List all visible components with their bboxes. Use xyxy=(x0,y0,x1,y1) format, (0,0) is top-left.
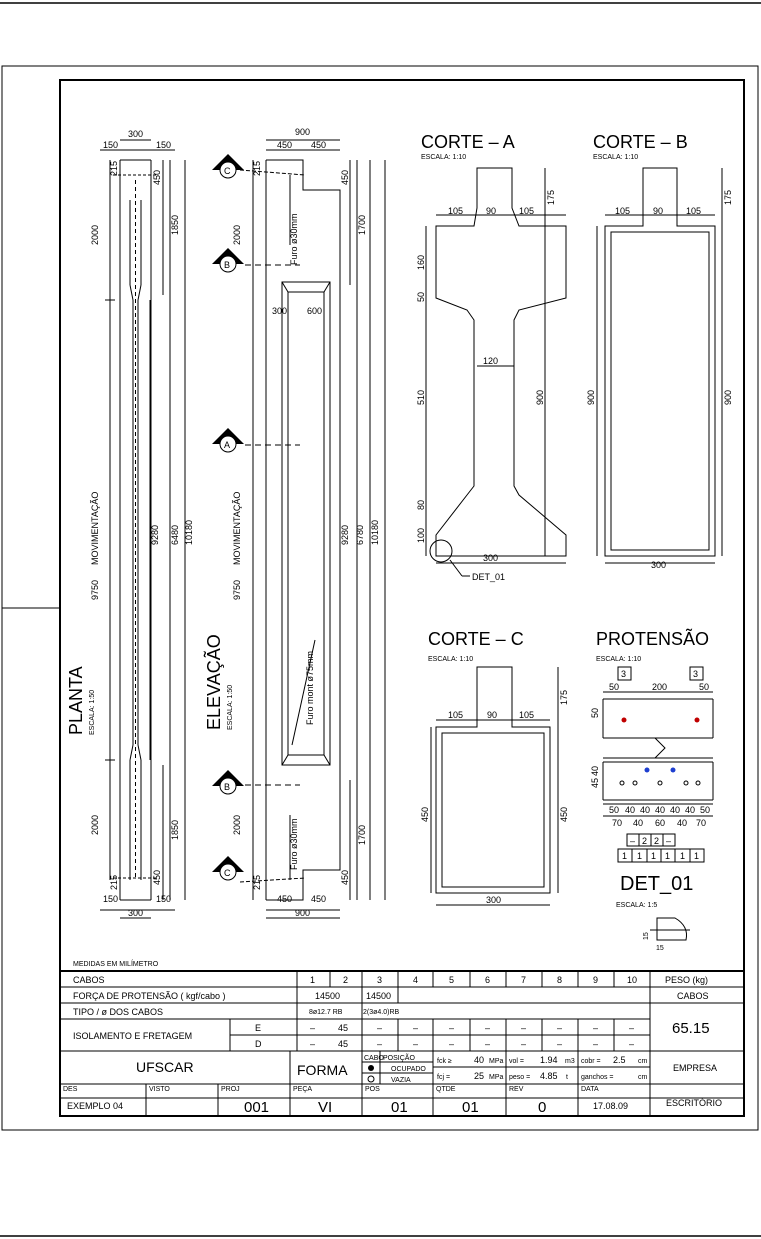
svg-text:–: – xyxy=(485,1023,491,1033)
corte-c-dim-90: 90 xyxy=(487,710,498,720)
protensao-dim-50v: 50 xyxy=(590,707,600,718)
peca-label: PEÇA xyxy=(293,1086,313,1093)
elev-dim-half-a: 450 xyxy=(277,140,293,150)
corte-c-dim-105b: 105 xyxy=(519,710,535,720)
svg-text:40: 40 xyxy=(625,805,636,815)
corte-b-dim-900-left: 900 xyxy=(586,389,596,405)
svg-text:–: – xyxy=(449,1023,455,1033)
svg-text:–: – xyxy=(666,836,672,846)
corte-a-dim-120: 120 xyxy=(483,356,499,366)
table-iso-d: D xyxy=(255,1039,262,1049)
svg-text:2: 2 xyxy=(642,836,648,846)
proj-label: PROJ xyxy=(221,1086,240,1093)
corte-c-scale: ESCALA: 1:10 xyxy=(428,656,474,663)
det-scale: ESCALA: 1:5 xyxy=(616,902,658,909)
elevation-title: ELEVAÇÃO xyxy=(204,634,224,730)
protensao-dim-200: 200 xyxy=(652,682,668,692)
svg-text:1: 1 xyxy=(694,851,700,861)
pos-value: 01 xyxy=(391,1099,408,1116)
corte-b-section xyxy=(597,168,722,563)
svg-text:–: – xyxy=(449,1039,455,1049)
ganchos-unit: cm xyxy=(638,1074,648,1081)
protensao-tag-right: 3 xyxy=(693,669,699,679)
svg-text:2: 2 xyxy=(654,836,660,846)
elev-dim-bottom-half-a: 450 xyxy=(277,894,293,904)
pos-label: POS xyxy=(365,1086,380,1093)
svg-text:40: 40 xyxy=(670,805,681,815)
peso-value: 4.85 xyxy=(540,1071,558,1081)
elev-dim-1700-top: 1700 xyxy=(357,214,367,235)
table-empresa: EMPRESA xyxy=(673,1063,718,1073)
svg-text:10: 10 xyxy=(627,975,638,985)
svg-text:7: 7 xyxy=(521,975,527,985)
plan-dim-bottom-width: 300 xyxy=(128,908,144,918)
svg-text:–: – xyxy=(557,1039,563,1049)
corte-b-dim-900-right: 900 xyxy=(723,389,733,405)
svg-text:–: – xyxy=(413,1023,419,1033)
plan-dim-bottom-right: 150 xyxy=(156,894,172,904)
svg-text:–: – xyxy=(629,1039,635,1049)
elev-dim-450-bottom: 450 xyxy=(340,869,350,885)
svg-text:–: – xyxy=(310,1039,316,1049)
table-row-e xyxy=(310,1023,634,1033)
corte-a-det-label: DET_01 xyxy=(472,572,506,582)
legend-filled-circle xyxy=(368,1065,374,1071)
data-value: 17.08.09 xyxy=(593,1101,629,1111)
svg-text:3: 3 xyxy=(377,975,383,985)
svg-text:4: 4 xyxy=(413,975,419,985)
corte-a-dim-100: 100 xyxy=(416,527,426,543)
plan-dim-9750: 9750 xyxy=(90,579,100,600)
elev-dim-bottom-width: 900 xyxy=(295,908,311,918)
table-cabos-right: CABOS xyxy=(677,991,709,1001)
plan-dim-top-left: 150 xyxy=(103,140,119,150)
plan-dim-top-right: 150 xyxy=(156,140,172,150)
svg-text:–: – xyxy=(310,1023,316,1033)
protensao-dim-50a: 50 xyxy=(609,682,620,692)
visto-label: VISTO xyxy=(149,1086,170,1093)
protensao-row2-dims xyxy=(612,818,706,828)
plan-dim-bottom-left: 150 xyxy=(103,894,119,904)
table-tipo-label: TIPO / ø DOS CABOS xyxy=(73,1007,164,1017)
corte-a-dim-510: 510 xyxy=(416,389,426,405)
plan-dim-450-bottom: 450 xyxy=(152,869,162,885)
corte-b-title: CORTE – B xyxy=(593,132,688,152)
proj-value: 001 xyxy=(244,1099,270,1116)
elev-dim-450-top: 450 xyxy=(340,169,350,185)
table-cabos-label: CABOS xyxy=(73,975,105,985)
elev-dim-9280: 9280 xyxy=(340,524,350,545)
elev-dim-215-bottom: 215 xyxy=(252,874,262,890)
corte-c-title: CORTE – C xyxy=(428,629,524,649)
elev-dim-top-width: 900 xyxy=(295,127,311,137)
strand-markers xyxy=(620,718,700,786)
table-cable-columns xyxy=(310,975,637,985)
elev-dim-215-top: 215 xyxy=(252,160,262,176)
fck-label: fck ≥ xyxy=(437,1058,452,1065)
svg-text:45: 45 xyxy=(338,1023,349,1033)
elev-dim-600: 600 xyxy=(307,306,323,316)
units-note: MEDIDAS EM MILÍMETRO xyxy=(73,961,159,968)
corte-a-dim-175: 175 xyxy=(546,189,556,205)
elev-dim-9750: 9750 xyxy=(232,579,242,600)
protensao-dim-40: 40 xyxy=(590,765,600,776)
svg-text:50: 50 xyxy=(609,805,620,815)
svg-text:40: 40 xyxy=(685,805,696,815)
legend-cabo: CABO xyxy=(364,1055,384,1062)
corte-a-dim-90: 90 xyxy=(486,206,497,216)
svg-text:1: 1 xyxy=(622,851,628,861)
table-escritorio: ESCRITÓRIO xyxy=(666,1098,723,1108)
section-marker-a xyxy=(212,428,244,452)
corte-c-dim-300: 300 xyxy=(486,895,502,905)
elev-dim-bottom-half-b: 450 xyxy=(311,894,327,904)
svg-text:1: 1 xyxy=(665,851,671,861)
corte-a-dim-80: 80 xyxy=(416,499,426,510)
plan-dim-1850-top: 1850 xyxy=(170,214,180,235)
protensao-detail xyxy=(603,667,713,940)
corte-a-dim-105a: 105 xyxy=(448,206,464,216)
table-forca-v1: 14500 xyxy=(315,991,341,1001)
table-iso-e: E xyxy=(255,1023,262,1033)
plan-dim-2000-bottom: 2000 xyxy=(90,814,100,835)
svg-text:–: – xyxy=(485,1039,491,1049)
corte-a-dim-105b: 105 xyxy=(519,206,535,216)
plan-dim-9280: 9280 xyxy=(150,524,160,545)
svg-text:50: 50 xyxy=(700,805,711,815)
corte-a-section xyxy=(426,168,566,576)
elev-dim-6780: 6780 xyxy=(355,524,365,545)
svg-text:2: 2 xyxy=(343,975,349,985)
section-marker-b-bottom xyxy=(212,770,244,794)
section-marker-b-top xyxy=(212,248,244,272)
ganchos-label: ganchos = xyxy=(581,1074,614,1081)
det-title: DET_01 xyxy=(620,873,694,895)
svg-text:1: 1 xyxy=(310,975,316,985)
qtde-value: 01 xyxy=(462,1099,479,1116)
table-ufscar: UFSCAR xyxy=(136,1059,194,1075)
corte-c-section xyxy=(431,667,558,905)
svg-text:6: 6 xyxy=(485,975,491,985)
legend-vazia: VAZIA xyxy=(391,1077,411,1084)
svg-text:–: – xyxy=(630,836,636,846)
corte-b-dim-90: 90 xyxy=(653,206,664,216)
cobr-unit: cm xyxy=(638,1058,648,1065)
svg-text:1: 1 xyxy=(637,851,643,861)
protensao-dim-45: 45 xyxy=(590,777,600,788)
legend-posicao: POSIÇÃO xyxy=(383,1055,415,1062)
corte-a-dim-900: 900 xyxy=(535,389,545,405)
peca-value: VI xyxy=(318,1099,333,1116)
plan-dim-215-bottom: 215 xyxy=(109,874,119,890)
corte-c-dim-450-right: 450 xyxy=(559,806,569,822)
plan-movement-label: MOVIMENTAÇÃO xyxy=(90,491,100,565)
rev-value: 0 xyxy=(538,1099,547,1116)
plan-dim-2000-top: 2000 xyxy=(90,224,100,245)
svg-text:40: 40 xyxy=(640,805,651,815)
table-row-d xyxy=(310,1039,634,1049)
legend-ocupado: OCUPADO xyxy=(391,1066,426,1073)
elev-movement-label: MOVIMENTAÇÃO xyxy=(232,491,242,565)
elev-hole-mount-label: Furo mont ø75mm xyxy=(305,650,315,725)
svg-text:–: – xyxy=(593,1039,599,1049)
vol-value: 1.94 xyxy=(540,1055,558,1065)
vol-label: vol = xyxy=(509,1058,524,1065)
elev-hole-bottom-label: Furo ø30mm xyxy=(289,818,299,870)
corte-c-dim-175: 175 xyxy=(559,689,569,705)
legend-empty-circle xyxy=(368,1076,374,1082)
protensao-dim-50b: 50 xyxy=(699,682,710,692)
table-tipo-v1: 8ø12.7 RB xyxy=(309,1009,343,1016)
svg-text:C: C xyxy=(224,166,231,176)
des-label: DES xyxy=(63,1086,78,1093)
elev-dim-2000-bottom: 2000 xyxy=(232,814,242,835)
protensao-scale: ESCALA: 1:10 xyxy=(596,656,642,663)
corte-b-dim-105a: 105 xyxy=(615,206,631,216)
vol-unit: m3 xyxy=(565,1058,575,1065)
svg-text:5: 5 xyxy=(449,975,455,985)
table-iso-label: ISOLAMENTO E FRETAGEM xyxy=(73,1031,193,1041)
corte-b-dim-175: 175 xyxy=(723,189,733,205)
elev-dim-10180: 10180 xyxy=(370,519,380,545)
svg-text:A: A xyxy=(224,440,231,450)
svg-text:C: C xyxy=(224,868,231,878)
plan-dim-6480: 6480 xyxy=(170,524,180,545)
protensao-tag-left: 3 xyxy=(621,669,627,679)
svg-text:1: 1 xyxy=(651,851,657,861)
plan-dim-top-width: 300 xyxy=(128,129,144,139)
data-label: DATA xyxy=(581,1086,599,1093)
svg-text:–: – xyxy=(557,1023,563,1033)
corte-b-dim-300: 300 xyxy=(651,560,667,570)
protensao-title: PROTENSÃO xyxy=(596,629,710,649)
table-tipo-v2: 2(3ø4.0)RB xyxy=(363,1009,400,1016)
svg-text:–: – xyxy=(377,1023,383,1033)
corte-a-dim-50: 50 xyxy=(416,291,426,302)
elev-dim-2000-top: 2000 xyxy=(232,224,242,245)
det-dim-15a: 15 xyxy=(643,932,650,940)
table-forca-label: FORÇA DE PROTENSÃO ( kgf/cabo ) xyxy=(73,991,226,1001)
svg-text:40: 40 xyxy=(655,805,666,815)
elevation-scale: ESCALA: 1:50 xyxy=(227,684,234,730)
qtde-label: QTDE xyxy=(436,1086,456,1093)
fck-unit: MPa xyxy=(489,1058,504,1065)
corte-a-dim-300: 300 xyxy=(483,553,499,563)
svg-text:1: 1 xyxy=(680,851,686,861)
corte-c-dim-105a: 105 xyxy=(448,710,464,720)
svg-text:8: 8 xyxy=(557,975,563,985)
table-peso-label: PESO (kg) xyxy=(665,975,709,985)
cobr-value: 2.5 xyxy=(613,1055,626,1065)
corte-c-dim-450-left: 450 xyxy=(420,806,430,822)
corte-a-title: CORTE – A xyxy=(421,132,515,152)
svg-text:B: B xyxy=(224,260,231,270)
fcj-value: 25 xyxy=(474,1071,485,1081)
elev-dim-half-b: 450 xyxy=(311,140,327,150)
table-peso-value: 65.15 xyxy=(672,1020,710,1037)
svg-text:40: 40 xyxy=(677,818,688,828)
plan-title: PLANTA xyxy=(66,666,86,735)
elev-dim-300: 300 xyxy=(272,306,288,316)
plan-dim-450-top: 450 xyxy=(152,169,162,185)
plan-scale: ESCALA: 1:50 xyxy=(89,689,96,735)
peso-label: peso = xyxy=(509,1074,531,1081)
corte-a-dim-160: 160 xyxy=(416,254,426,270)
corte-b-scale: ESCALA: 1:10 xyxy=(593,154,639,161)
det-dim-15b: 15 xyxy=(656,945,664,952)
svg-text:45: 45 xyxy=(338,1039,349,1049)
svg-text:60: 60 xyxy=(655,818,666,828)
table-forma: FORMA xyxy=(297,1062,348,1078)
svg-text:40: 40 xyxy=(633,818,644,828)
plan-dim-1850-bottom: 1850 xyxy=(170,819,180,840)
section-marker-c-bottom xyxy=(212,856,244,880)
svg-text:–: – xyxy=(377,1039,383,1049)
plan-dim-215-top: 215 xyxy=(109,160,119,176)
des-value: EXEMPLO 04 xyxy=(67,1101,124,1111)
corte-b-dim-105b: 105 xyxy=(686,206,702,216)
svg-text:–: – xyxy=(593,1023,599,1033)
table-forca-v2: 14500 xyxy=(366,991,392,1001)
fck-value: 40 xyxy=(474,1055,485,1065)
fcj-label: fcj = xyxy=(437,1074,451,1081)
svg-text:B: B xyxy=(224,782,231,792)
elev-dim-1700-bottom: 1700 xyxy=(357,824,367,845)
cobr-label: cobr = xyxy=(581,1058,601,1065)
svg-text:9: 9 xyxy=(593,975,599,985)
rev-label: REV xyxy=(509,1086,524,1093)
fcj-unit: MPa xyxy=(489,1074,504,1081)
svg-text:–: – xyxy=(521,1023,527,1033)
svg-text:70: 70 xyxy=(612,818,623,828)
svg-text:–: – xyxy=(521,1039,527,1049)
svg-text:–: – xyxy=(629,1023,635,1033)
corte-a-scale: ESCALA: 1:10 xyxy=(421,154,467,161)
protensao-row1-dims xyxy=(609,805,710,815)
svg-text:70: 70 xyxy=(696,818,707,828)
peso-unit: t xyxy=(566,1074,568,1081)
elev-hole-top-label: Furo ø30mm xyxy=(289,213,299,265)
section-marker-c-top xyxy=(212,154,244,178)
plan-dim-10180: 10180 xyxy=(184,519,194,545)
svg-text:–: – xyxy=(413,1039,419,1049)
